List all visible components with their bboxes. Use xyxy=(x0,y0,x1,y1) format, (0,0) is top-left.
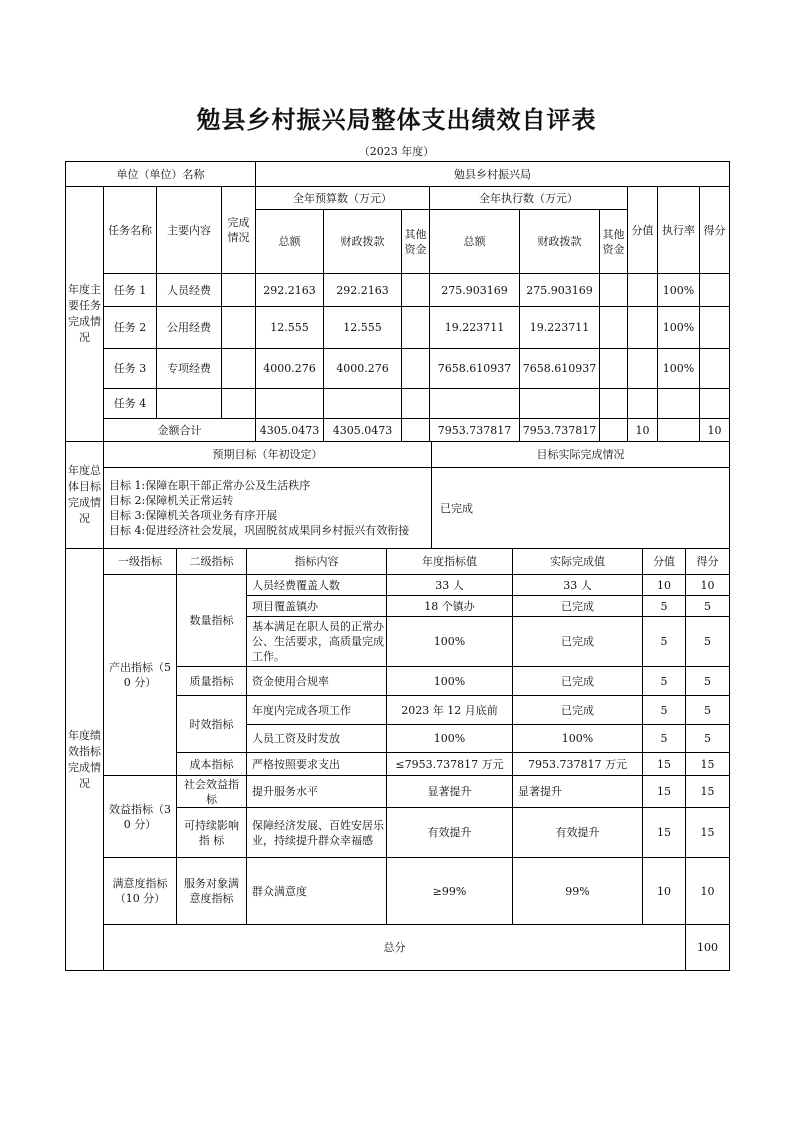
task-value xyxy=(628,389,658,419)
sum-label: 金额合计 xyxy=(104,419,256,442)
goal-item: 目标 1:保障在职干部正常办公及生活秩序 xyxy=(109,479,311,492)
budget-fiscal xyxy=(324,389,402,419)
budget-fiscal: 4000.276 xyxy=(324,349,402,389)
budget-total xyxy=(256,389,324,419)
task-value xyxy=(628,307,658,349)
indicator-actual: 已完成 xyxy=(513,667,643,696)
budget-other xyxy=(402,274,430,307)
cost-label: 成本指标 xyxy=(177,753,247,776)
exec-fiscal: 275.903169 xyxy=(520,274,600,307)
task-name: 任务 2 xyxy=(104,307,157,349)
indicator-score: 15 xyxy=(686,776,730,808)
indicator-target: 33 人 xyxy=(387,575,513,596)
indicator-score: 15 xyxy=(686,808,730,858)
indicator-score: 10 xyxy=(686,575,730,596)
unit-value: 勉县乡村振兴局 xyxy=(256,162,730,187)
exec-fiscal xyxy=(520,389,600,419)
indicator-actual: 有效提升 xyxy=(513,808,643,858)
indicator-content: 人员经费覆盖人数 xyxy=(247,575,387,596)
task-table xyxy=(65,161,730,442)
budget-fiscal: 292.2163 xyxy=(324,274,402,307)
header-exec-rate: 执行率 xyxy=(658,187,700,274)
task-row xyxy=(66,349,730,389)
benefit-label: 效益指标（30 分） xyxy=(104,776,177,858)
indicator-value: 5 xyxy=(643,617,686,667)
task-rate: 100% xyxy=(658,349,700,389)
indicator-table xyxy=(65,548,730,971)
indicator-actual: 7953.737817 万元 xyxy=(513,753,643,776)
task-completion xyxy=(222,274,256,307)
task-section-label: 年度主要任务完成情况 xyxy=(66,187,104,442)
quantity-label: 数量指标 xyxy=(177,575,247,667)
task-score xyxy=(700,349,730,389)
task-content: 人员经费 xyxy=(157,274,222,307)
goal-list xyxy=(104,468,432,549)
satisfaction-label: 满意度指标（10 分） xyxy=(104,858,177,925)
exec-other xyxy=(600,274,628,307)
indicator-actual: 33 人 xyxy=(513,575,643,596)
exec-fiscal: 19.223711 xyxy=(520,307,600,349)
indicator-actual: 已完成 xyxy=(513,596,643,617)
indicator-target: 100% xyxy=(387,617,513,667)
task-name: 任务 4 xyxy=(104,389,157,419)
task-rate: 100% xyxy=(658,307,700,349)
indicator-score: 5 xyxy=(686,617,730,667)
task-completion xyxy=(222,307,256,349)
indicator-target: ≥99% xyxy=(387,858,513,925)
indicator-content: 年度内完成各项工作 xyxy=(247,696,387,725)
service-label: 服务对象满意度指标 xyxy=(177,858,247,925)
exec-other xyxy=(600,349,628,389)
header-exec: 全年执行数（万元） xyxy=(430,187,628,210)
indicator-content: 提升服务水平 xyxy=(247,776,387,808)
task-value xyxy=(628,274,658,307)
task-content: 专项经费 xyxy=(157,349,222,389)
header-task-name: 任务名称 xyxy=(104,187,157,274)
output-label: 产出指标（50 分） xyxy=(104,575,177,776)
task-score xyxy=(700,389,730,419)
indicator-target: 100% xyxy=(387,725,513,753)
task-score xyxy=(700,274,730,307)
task-completion xyxy=(222,389,256,419)
goal-section-label: 年度总体目标完成情况 xyxy=(66,442,104,549)
task-rate: 100% xyxy=(658,274,700,307)
sum-budget-fiscal: 4305.0473 xyxy=(324,419,402,442)
sustain-label: 可持续影响指 标 xyxy=(177,808,247,858)
task-value xyxy=(628,349,658,389)
indicator-score: 15 xyxy=(686,753,730,776)
indicator-content: 项目覆盖镇办 xyxy=(247,596,387,617)
social-label: 社会效益指标 xyxy=(177,776,247,808)
indicator-target: ≤7953.737817 万元 xyxy=(387,753,513,776)
task-row xyxy=(66,307,730,349)
exec-total: 7658.610937 xyxy=(430,349,520,389)
task-content xyxy=(157,389,222,419)
budget-fiscal: 12.555 xyxy=(324,307,402,349)
budget-total: 12.555 xyxy=(256,307,324,349)
total-value: 100 xyxy=(686,925,730,971)
indicator-score: 5 xyxy=(686,596,730,617)
header-level2: 二级指标 xyxy=(177,549,247,575)
indicator-value: 10 xyxy=(643,858,686,925)
indicator-value: 15 xyxy=(643,776,686,808)
indicator-target: 2023 年 12 月底前 xyxy=(387,696,513,725)
indicator-target: 显著提升 xyxy=(387,776,513,808)
indicator-actual: 已完成 xyxy=(513,617,643,667)
exec-other xyxy=(600,307,628,349)
goal-item: 目标 3:保障机关各项业务有序开展 xyxy=(109,509,278,522)
indicator-score: 5 xyxy=(686,696,730,725)
sum-rate xyxy=(658,419,700,442)
indicator-row xyxy=(66,858,730,925)
indicator-target: 有效提升 xyxy=(387,808,513,858)
indicator-content: 资金使用合规率 xyxy=(247,667,387,696)
budget-total: 4000.276 xyxy=(256,349,324,389)
header-exec-total: 总额 xyxy=(430,210,520,274)
indicator-row xyxy=(66,575,730,596)
sum-score: 10 xyxy=(700,419,730,442)
sum-exec-total: 7953.737817 xyxy=(430,419,520,442)
goal-actual-header: 目标实际完成情况 xyxy=(432,442,730,468)
indicator-content: 严格按照要求支出 xyxy=(247,753,387,776)
header-content: 主要内容 xyxy=(157,187,222,274)
sum-exec-other xyxy=(600,419,628,442)
indicator-score: 5 xyxy=(686,667,730,696)
timeliness-label: 时效指标 xyxy=(177,696,247,753)
goal-table xyxy=(65,441,730,549)
budget-other xyxy=(402,307,430,349)
budget-other xyxy=(402,389,430,419)
quality-label: 质量指标 xyxy=(177,667,247,696)
indicator-actual: 100% xyxy=(513,725,643,753)
header-target: 年度指标值 xyxy=(387,549,513,575)
header-score-value: 分值 xyxy=(628,187,658,274)
total-row xyxy=(66,925,730,971)
header-score: 得分 xyxy=(700,187,730,274)
indicator-actual: 99% xyxy=(513,858,643,925)
indicator-value: 5 xyxy=(643,696,686,725)
indicator-score: 5 xyxy=(686,725,730,753)
task-completion xyxy=(222,349,256,389)
indicator-row xyxy=(66,776,730,808)
header-score: 得分 xyxy=(686,549,730,575)
header-actual: 实际完成值 xyxy=(513,549,643,575)
sum-budget-other xyxy=(402,419,430,442)
indicator-content: 群众满意度 xyxy=(247,858,387,925)
task-name: 任务 1 xyxy=(104,274,157,307)
unit-label: 单位（单位）名称 xyxy=(66,162,256,187)
exec-total: 275.903169 xyxy=(430,274,520,307)
indicator-value: 5 xyxy=(643,596,686,617)
page-title: 勉县乡村振兴局整体支出绩效自评表 xyxy=(196,105,597,134)
goal-item: 目标 4:促进经济社会发展，巩固脱贫成果同乡村振兴有效衔接 xyxy=(109,524,410,537)
task-row xyxy=(66,274,730,307)
indicator-actual: 已完成 xyxy=(513,696,643,725)
task-rate xyxy=(658,389,700,419)
indicator-target: 18 个镇办 xyxy=(387,596,513,617)
task-name: 任务 3 xyxy=(104,349,157,389)
indicator-score: 10 xyxy=(686,858,730,925)
indicator-content: 人员工资及时发放 xyxy=(247,725,387,753)
header-budget-total: 总额 xyxy=(256,210,324,274)
indicator-actual: 显著提升 xyxy=(513,776,643,808)
sum-budget-total: 4305.0473 xyxy=(256,419,324,442)
header-level1: 一级指标 xyxy=(104,549,177,575)
indicator-content: 保障经济发展、百姓安居乐业，持续提升群众幸福感 xyxy=(247,808,387,858)
budget-other xyxy=(402,349,430,389)
page-subtitle: （2023 年度） xyxy=(358,145,435,158)
exec-fiscal: 7658.610937 xyxy=(520,349,600,389)
task-score xyxy=(700,307,730,349)
sum-value: 10 xyxy=(628,419,658,442)
header-value: 分值 xyxy=(643,549,686,575)
exec-total xyxy=(430,389,520,419)
header-indicator-content: 指标内容 xyxy=(247,549,387,575)
indicator-value: 5 xyxy=(643,667,686,696)
exec-other xyxy=(600,389,628,419)
exec-total: 19.223711 xyxy=(430,307,520,349)
task-content: 公用经费 xyxy=(157,307,222,349)
indicator-value: 15 xyxy=(643,753,686,776)
sum-row xyxy=(66,419,730,442)
goal-actual: 已完成 xyxy=(432,468,730,549)
goal-expected-header: 预期目标（年初设定） xyxy=(104,442,432,468)
header-budget-fiscal: 财政拨款 xyxy=(324,210,402,274)
budget-total: 292.2163 xyxy=(256,274,324,307)
header-budget-other: 其他资金 xyxy=(402,210,430,274)
indicator-content: 基本满足在职人员的正常办公、生活要求，高质量完成工作。 xyxy=(247,617,387,667)
task-row xyxy=(66,389,730,419)
sum-exec-fiscal: 7953.737817 xyxy=(520,419,600,442)
indicator-value: 10 xyxy=(643,575,686,596)
indicator-value: 15 xyxy=(643,808,686,858)
indicator-target: 100% xyxy=(387,667,513,696)
indicator-section-label: 年度绩效指标完成情况 xyxy=(66,549,104,971)
total-label: 总分 xyxy=(104,925,686,971)
goal-item: 目标 2:保障机关正常运转 xyxy=(109,494,234,507)
header-budget: 全年预算数（万元） xyxy=(256,187,430,210)
header-exec-other: 其他资金 xyxy=(600,210,628,274)
header-completion: 完成情况 xyxy=(222,187,256,274)
indicator-value: 5 xyxy=(643,725,686,753)
header-exec-fiscal: 财政拨款 xyxy=(520,210,600,274)
